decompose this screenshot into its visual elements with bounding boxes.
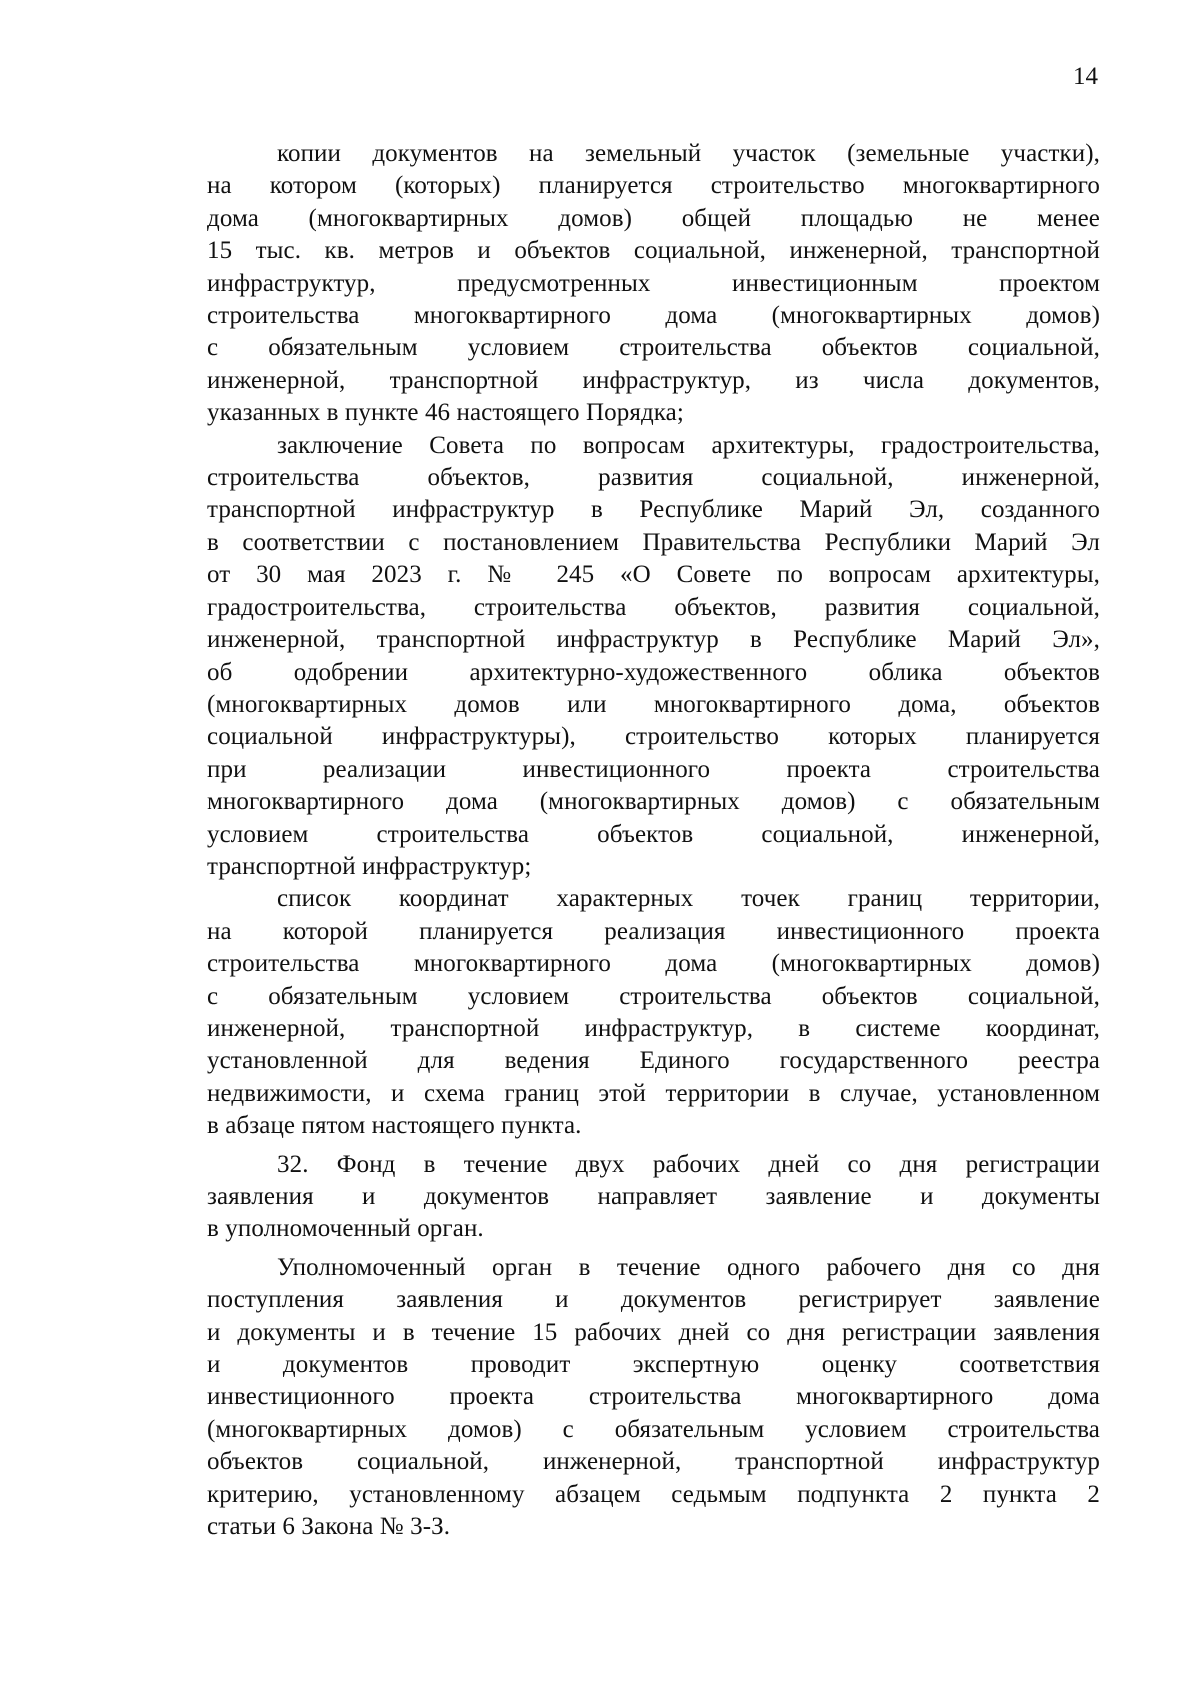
text-line: критерию, установленному абзацем седьмым подпункта 2 пункта 2 [207, 1480, 1100, 1508]
text-line: инженерной, транспортной инфраструктур, из числа документов, [207, 366, 1100, 394]
paragraph-land-documents [207, 138, 1100, 430]
text-line: дома (многоквартирных домов) общей площадью не менее [207, 204, 1100, 232]
text-line: условием строительства объектов социальной, инженерной, [207, 820, 1100, 848]
text-line: копии документов на земельный участок (земельные участки), [277, 140, 1100, 167]
text-line: в абзаце пятом настоящего пункта. [207, 1112, 582, 1140]
text-line: строительства многоквартирного дома (многоквартирных домов) [207, 950, 1100, 978]
text-line: 32. Фонд в течение двух рабочих дней со дня регистрации [277, 1150, 1100, 1178]
document-body [207, 138, 1100, 1543]
text-line: при реализации инвестиционного проекта строительства [207, 755, 1100, 783]
text-line: инфраструктур, предусмотренных инвестиционным проектом [207, 269, 1100, 297]
text-line: с обязательным условием строительства объектов социальной, [207, 982, 1100, 1010]
text-line: заключение Совета по вопросам архитектуры, градостроительства, [277, 431, 1100, 459]
text-line: объектов социальной, инженерной, транспортной инфраструктур [207, 1448, 1100, 1476]
text-line: транспортной инфраструктур; [207, 852, 532, 880]
text-line: Уполномоченный орган в течение одного рабочего дня со дня [277, 1253, 1100, 1281]
text-line: социальной инфраструктуры), строительство которых планируется [207, 723, 1100, 751]
text-line: установленной для ведения Единого государственного реестра [207, 1047, 1100, 1075]
text-line: в соответствии с постановлением Правительства Республики Марий Эл [207, 528, 1100, 556]
paragraph-authorized-body [207, 1252, 1100, 1544]
text-line: (многоквартирных домов) с обязательным условием строительства [207, 1415, 1100, 1443]
paragraph-coordinates-list [207, 883, 1100, 1142]
text-line: на котором (которых) планируется строительство многоквартирного [207, 172, 1100, 200]
text-line: градостроительства, строительства объектов, развития социальной, [207, 593, 1100, 621]
text-line: многоквартирного дома (многоквартирных домов) с обязательным [207, 788, 1100, 816]
text-line: инвестиционного проекта строительства многоквартирного дома [207, 1383, 1100, 1411]
page-number: 14 [1073, 63, 1098, 90]
text-line: 15 тыс. кв. метров и объектов социальной, инженерной, транспортной [207, 237, 1100, 265]
text-line: и документов проводит экспертную оценку соответствия [207, 1351, 1100, 1379]
text-line: строительства объектов, развития социальной, инженерной, [207, 464, 1100, 492]
text-line: инженерной, транспортной инфраструктур в Республике Марий Эл», [207, 626, 1100, 654]
text-line: статьи 6 Закона № 3-З. [207, 1513, 451, 1541]
text-line: и документы и в течение 15 рабочих дней со дня регистрации заявления [207, 1318, 1100, 1346]
text-line: заявления и документов направляет заявление и документы [207, 1183, 1100, 1210]
paragraph-32-fund [207, 1149, 1100, 1246]
text-line: транспортной инфраструктур в Республике Марий Эл, созданного [207, 496, 1100, 524]
text-line: инженерной, транспортной инфраструктур, в системе координат, [207, 1014, 1100, 1042]
text-line: в уполномоченный орган. [207, 1215, 484, 1243]
text-line: (многоквартирных домов или многоквартирного дома, объектов [207, 690, 1100, 718]
text-line: недвижимости, и схема границ этой территории в случае, установленном [207, 1079, 1100, 1107]
text-line: на которой планируется реализация инвестиционного проекта [207, 917, 1100, 945]
text-line: с обязательным условием строительства объектов социальной, [207, 334, 1100, 362]
text-line: об одобрении архитектурно-художественного облика объектов [207, 658, 1100, 686]
text-line: указанных в пункте 46 настоящего Порядка; [207, 399, 684, 427]
text-line: от 30 мая 2023 г. № 245 «О Совете по вопросам архитектуры, [207, 561, 1100, 589]
text-line: поступления заявления и документов регистрирует заявление [207, 1286, 1100, 1314]
paragraph-council-conclusion [207, 430, 1100, 884]
text-line: список координат характерных точек границ территории, [277, 885, 1100, 913]
text-line: строительства многоквартирного дома (многоквартирных домов) [207, 302, 1100, 330]
